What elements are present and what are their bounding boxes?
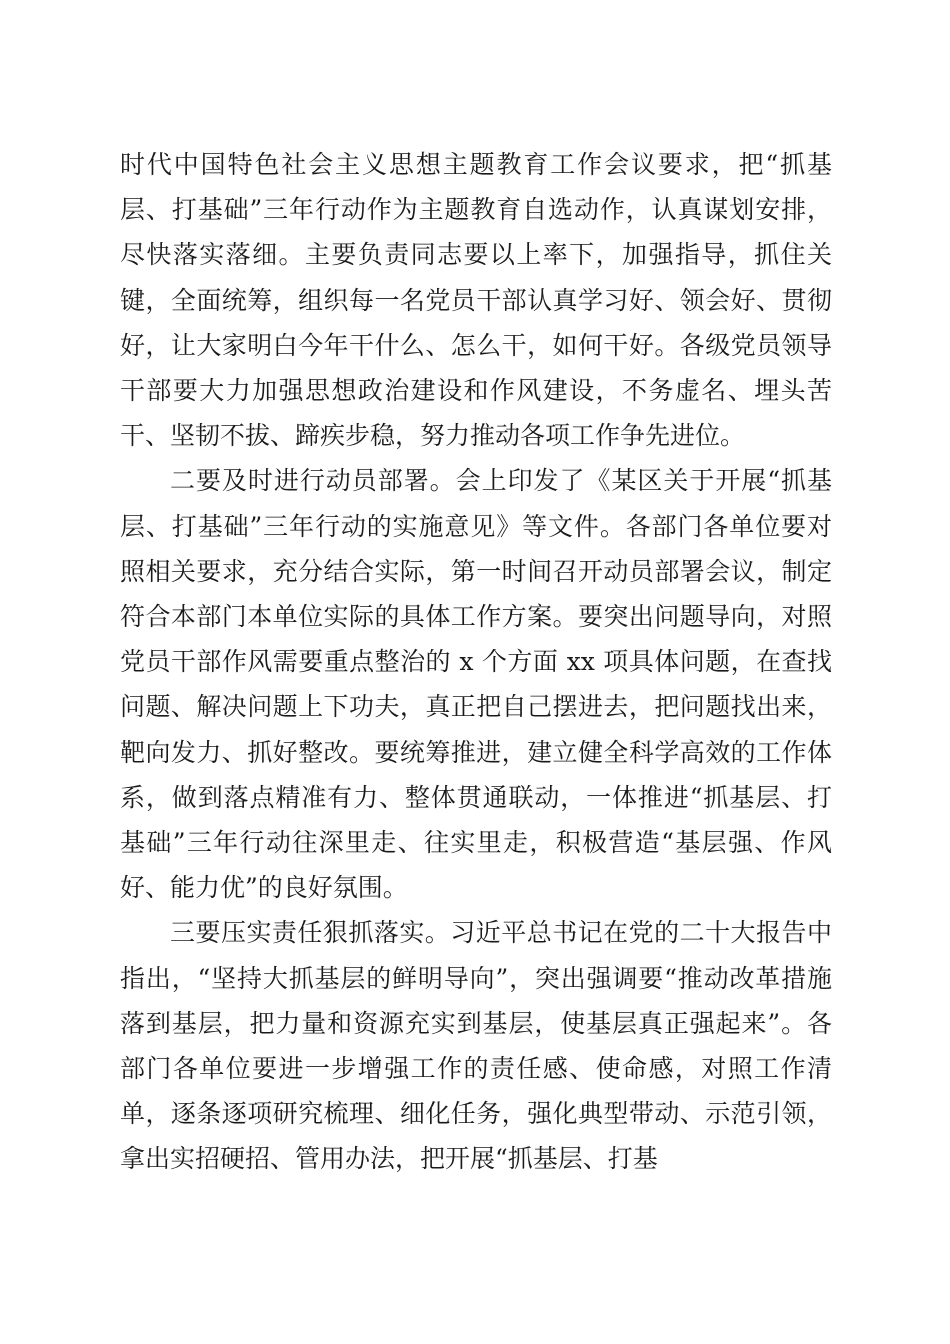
paragraph-continued: 时代中国特色社会主义思想主题教育工作会议要求，把“抓基层、打基础”三年行动作为主题教育自选动作，认真谋划安排，尽快落实落细。主要负责同志要以上率下，加强指导，抓住关键，全面统筹，组织每一名党员干部认真学习好、领会好、贯彻好，让大家明白今年干什么、怎么干，如何干好。各级党员领导干部要大力加强思想政治建设和作风建设，不务虚名、埋头苦干、坚韧不拔、蹄疾步稳，努力推动各项工作争先进位。: [120, 150, 832, 451]
paragraph-third-point: 三要压实责任狠抓落实。习近平总书记在党的二十大报告中指出，“坚持大抓基层的鲜明导向”，突出强调要“推动改革措施落到基层，把力量和资源充实到基层，使基层真正强起来”。各部门各单位要进一步增强工作的责任感、使命感，对照工作清单，逐条逐项研究梳理、细化任务，强化典型带动、示范引领，拿出实招硬招、管用办法，把开展“抓基层、打基: [120, 918, 832, 1174]
document-body: [120, 142, 832, 1182]
paragraph-second-point: 二要及时进行动员部署。会上印发了《某区关于开展“抓基层、打基础”三年行动的实施意见》等文件。各部门各单位要对照相关要求，充分结合实际，第一时间召开动员部署会议，制定符合本部门本单位实际的具体工作方案。要突出问题导向，对照党员干部作风需要重点整治的 x 个方面 xx 项具体问题，在查找问题、解决问题上下功夫，真正把自己摆进去，把问题找出来，靶向发力、抓好整改。要统筹推进，建立健全科学高效的工作体系，做到落点精准有力、整体贯通联动，一体推进“抓基层、打基础”三年行动往深里走、往实里走，积极营造“基层强、作风好、能力优”的良好氛围。: [120, 466, 832, 903]
